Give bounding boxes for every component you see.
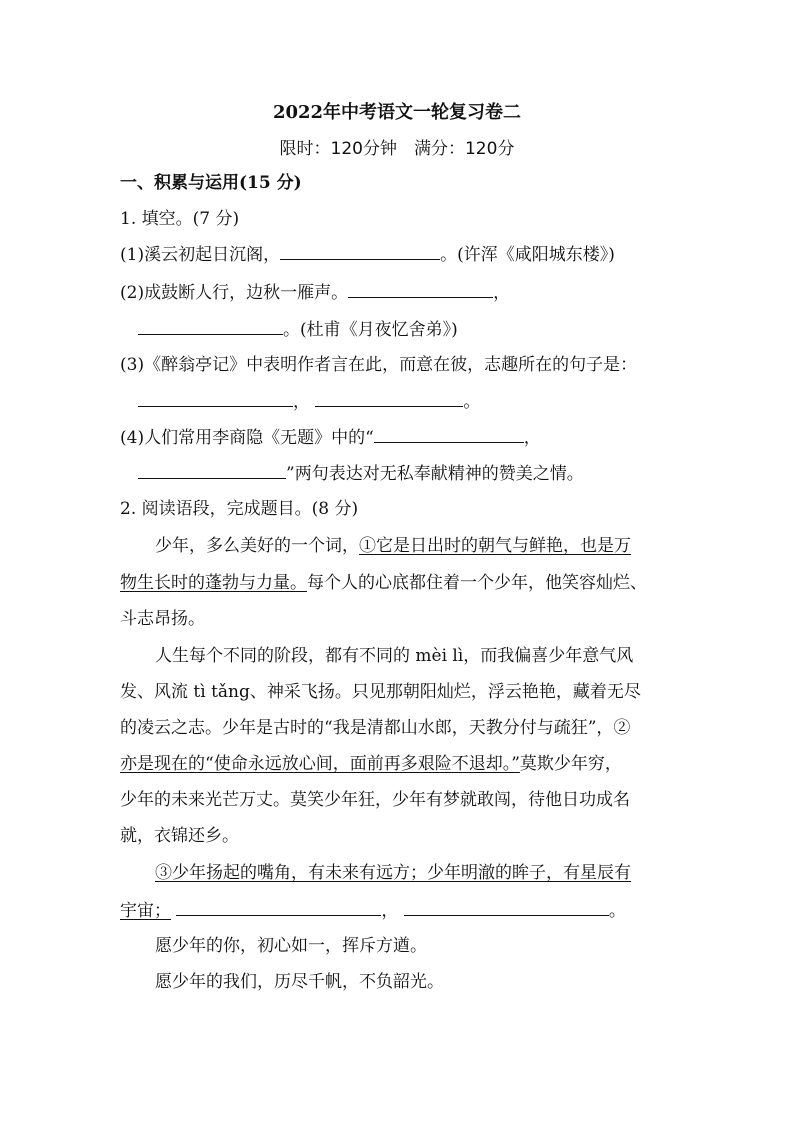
answer-blank[interactable] <box>348 281 493 298</box>
question-1-part-3-cont <box>138 390 480 413</box>
passage-line: 就，衣锦还乡。 <box>120 826 239 846</box>
part-2-sep: ， <box>493 283 511 303</box>
answer-blank[interactable] <box>138 318 283 335</box>
passage-line <box>120 572 647 594</box>
underlined-sentence-1: 物生长时的蓬勃与力量。 <box>120 573 307 593</box>
underlined-sentence-3: ③少年扬起的嘴角，有未来有远方；少年明澈的眸子，有星辰有 <box>155 863 631 883</box>
question-1-part-4-cont <box>138 462 584 485</box>
question-1-part-2 <box>120 281 510 304</box>
part-2-source: 。(杜甫《月夜忆舍弟》) <box>283 320 458 340</box>
passage-line: 的凌云之志。少年是古时的“我是清都山水郎，天教分付与疏狂”，② <box>120 718 631 738</box>
question-1-stem: 1. 填空。(7 分) <box>120 209 240 229</box>
question-1-part-3: (3)《醉翁亭记》中表明作者言在此，而意在彼，志趣所在的句子是： <box>120 355 638 375</box>
part-4-text: (4)人们常用李商隐《无题》中的“ <box>120 428 374 448</box>
part-4-end: ”两句表达对无私奉献精神的赞美之情。 <box>286 464 584 484</box>
passage-line <box>120 753 622 775</box>
passage-text: 少年，多么美好的一个词， <box>155 536 359 556</box>
answer-blank[interactable] <box>138 462 286 479</box>
answer-blank[interactable] <box>138 390 293 407</box>
passage-text: 每个人的心底都住着一个少年，他笑容灿烂、 <box>307 573 647 593</box>
passage-line: 斗志昂扬。 <box>120 609 205 629</box>
passage-line: 人生每个不同的阶段，都有不同的 mèi lì，而我偏喜少年意气风 <box>155 646 634 666</box>
part-4-sep: ， <box>523 428 541 448</box>
underlined-sentence-2: 亦是现在的“使命永远放心间，面前再多艰险不退却。” <box>120 754 520 774</box>
passage-text: ， <box>381 901 399 921</box>
question-1-part-4 <box>120 426 541 449</box>
passage-text: 。 <box>608 901 626 921</box>
passage-line <box>155 535 631 557</box>
question-1-part-1 <box>120 243 615 266</box>
question-1-part-2-cont <box>138 318 458 341</box>
passage-line: 少年的未来光芒万丈。莫笑少年狂，少年有梦就敢闯，待他日功成名 <box>120 790 630 810</box>
passage-line: 愿少年的你，初心如一，挥斥方遒。 <box>155 936 427 956</box>
underlined-sentence-3: 宇宙； <box>120 901 171 921</box>
part-3-sep: ， <box>293 392 310 412</box>
answer-blank[interactable] <box>280 243 440 260</box>
section-heading: 一、积累与运用(15 分) <box>120 173 302 193</box>
answer-blank[interactable] <box>315 390 463 407</box>
passage-line: 愿少年的我们，历尽千帆，不负韶光。 <box>155 972 444 992</box>
answer-blank[interactable] <box>404 899 609 916</box>
underlined-sentence-1: ①它是日出时的朝气与鲜艳，也是万 <box>359 536 631 556</box>
time-score-line: 限时：120分钟 满分：120分 <box>279 139 515 159</box>
passage-text: 莫欺少年穷， <box>519 754 622 774</box>
part-2-text: (2)成鼓断人行，边秋一雁声。 <box>120 283 349 303</box>
passage-line <box>155 862 631 884</box>
answer-blank[interactable] <box>374 426 524 443</box>
passage-line <box>120 899 626 922</box>
answer-blank[interactable] <box>176 899 381 916</box>
passage-line: 发、风流 tì tǎng、神采飞扬。只见那朝阳灿烂，浮云艳艳，藏着无尽 <box>120 682 641 702</box>
question-2-stem: 2. 阅读语段，完成题目。(8 分) <box>120 499 359 519</box>
part-1-text: (1)溪云初起日沉阁， <box>120 245 281 265</box>
part-1-source: 。(许浑《咸阳城东楼》) <box>440 245 615 265</box>
part-3-end: 。 <box>463 392 481 412</box>
page-title: 2022年中考语文一轮复习卷二 <box>272 102 522 123</box>
